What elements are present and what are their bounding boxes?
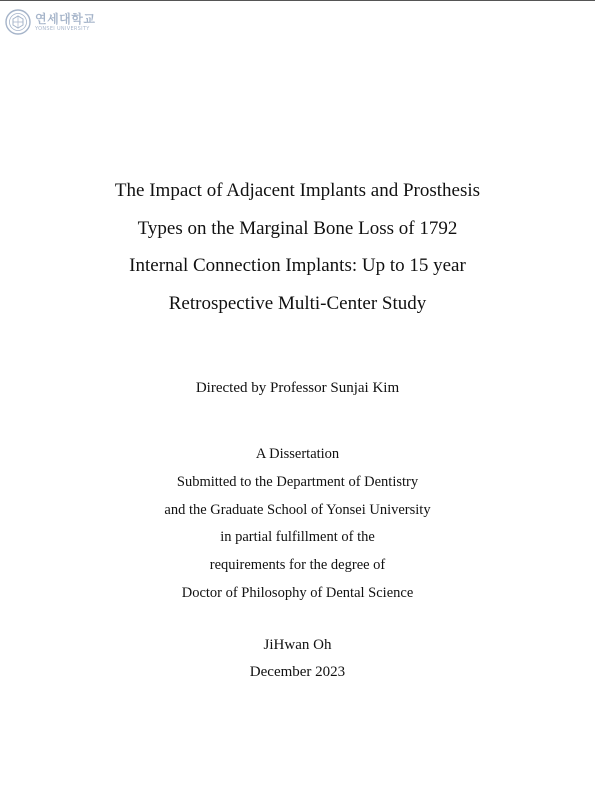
dissertation-line-3: and the Graduate School of Yonsei University [164, 501, 431, 518]
dissertation-statement [0, 441, 595, 608]
author-name: JiHwan Oh [263, 637, 332, 653]
dissertation-line-5: requirements for the degree of [209, 557, 386, 574]
university-seal-icon [5, 9, 31, 35]
top-border-line [0, 0, 595, 1]
title-line-3: Internal Connection Implants: Up to 15 year [129, 255, 466, 276]
dissertation-line-6: Doctor of Philosophy of Dental Science [181, 584, 414, 601]
director-line: Directed by Professor Sunjai Kim [195, 380, 400, 396]
dissertation-line-2: Submitted to the Department of Dentistry [176, 473, 419, 490]
title-line-4: Retrospective Multi-Center Study [168, 292, 427, 314]
dissertation-line-4: in partial fulfillment of the [220, 529, 375, 546]
submission-date: December 2023 [249, 664, 346, 680]
watermark-english-name: YONSEI UNIVERSITY [35, 25, 90, 32]
dissertation-line-1: A Dissertation [255, 446, 340, 462]
title-line-1: The Impact of Adjacent Implants and Prosthesis [114, 180, 481, 201]
title-line-2: Types on the Marginal Bone Loss of 1792 [137, 217, 458, 239]
author-block [0, 632, 595, 686]
dissertation-title [0, 172, 595, 322]
university-watermark [5, 9, 95, 35]
watermark-korean-name: 연세대학교 [35, 11, 96, 26]
